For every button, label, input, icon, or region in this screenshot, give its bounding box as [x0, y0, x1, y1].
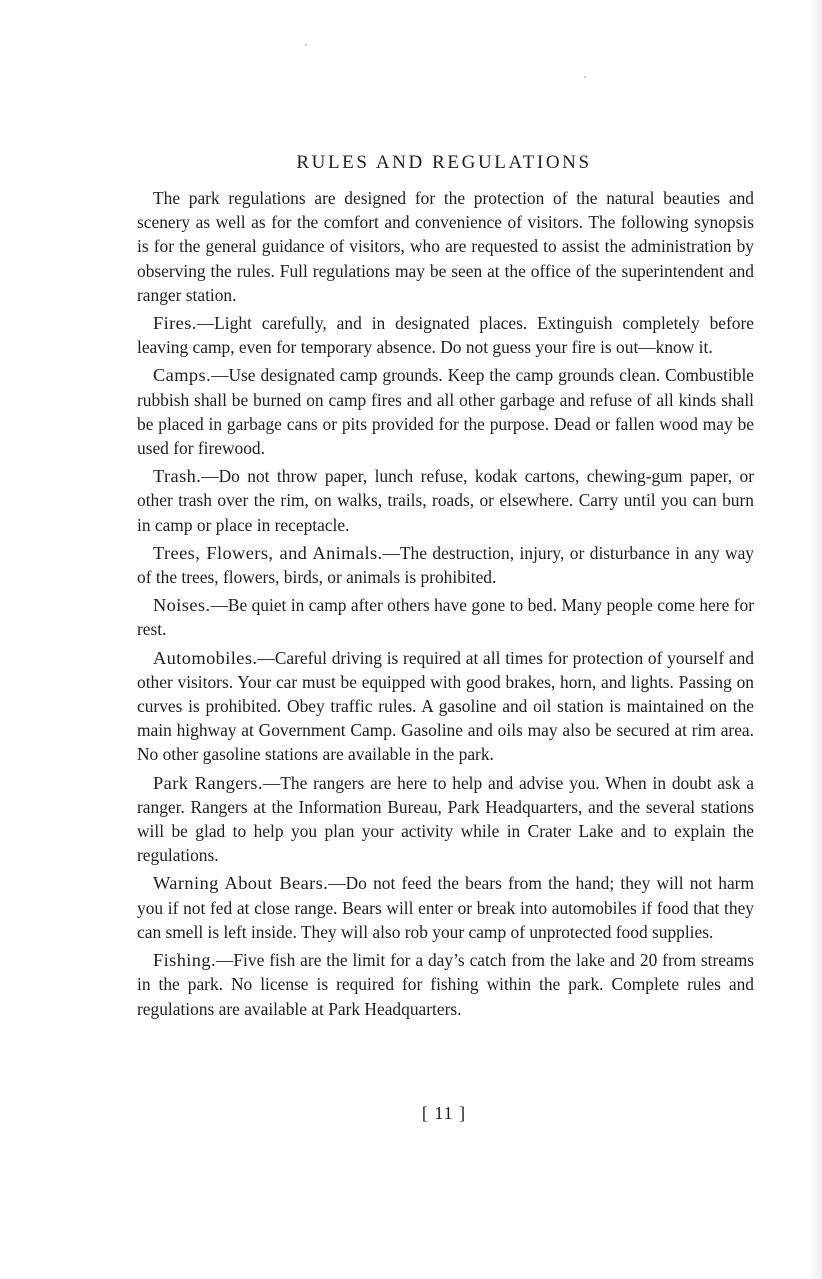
section-park-rangers — [137, 771, 754, 868]
section-text: —The rangers are here to help and advise you. When in doubt ask a ranger. Rangers at the Information Bureau, Park Headquarters, and the several stations will be glad to help you plan your activity while in Crater Lake and to explain the regulations. — [137, 772, 755, 866]
section-heading: Warning About Bears. — [153, 873, 329, 894]
section-heading: Trees, Flowers, and Animals. — [153, 542, 383, 563]
section-text: —Five fish are the limit for a day’s catch from the lake and 20 from streams in the park. No license is required for fishing within the park. Complete rules and regulations are available at Park Headquarters. — [137, 950, 754, 1019]
section-text: —Do not feed the bears from the hand; they will not harm you if not fed at close range. Bears will enter or break into automobiles if food that they can smell is left inside. They will also rob your camp of unprotected food supplies. — [137, 873, 754, 942]
section-warning-about-bears — [137, 871, 754, 944]
section-trees-flowers-animals — [137, 541, 754, 589]
section-text: —Careful driving is required at all times for protection of yourself and other visitors. Your car must be equipped with good brakes, horn, and lights. Passing on curves is prohibited. Obey traffic rules. A gasoline and oil station is maintained on the main highway at Government Camp. Gasoline and oils may also be secured at rim area. No other gasoline stations are available in the park. — [137, 647, 754, 765]
section-heading: Trash. — [153, 466, 202, 487]
page-edge-shadow — [808, 0, 822, 1279]
section-fires — [137, 311, 754, 359]
section-text: —Be quiet in camp after others have gone to bed. Many people come here for rest. — [137, 595, 754, 640]
section-automobiles — [137, 646, 754, 767]
section-heading: Fishing. — [153, 950, 216, 971]
regulations-body — [137, 186, 754, 1025]
page-title: RULES AND REGULATIONS — [296, 152, 592, 173]
section-fishing — [137, 948, 754, 1021]
section-text: —Light carefully, and in designated places. Extinguish completely before leaving camp, even for temporary absence. Do not guess your fire is out—know it. — [137, 313, 754, 358]
section-heading: Noises. — [153, 595, 211, 616]
section-heading: Camps. — [153, 365, 212, 386]
section-heading: Fires. — [153, 313, 197, 334]
section-text: —Use designated camp grounds. Keep the camp grounds clean. Combustible rubbish shall be burned on camp fires and all other garbage and refuse of all kinds shall be placed in garbage cans or pits provided for the purpose. Dead or fallen wood may be used for firewood. — [137, 365, 754, 459]
section-heading: Automobiles. — [153, 647, 258, 668]
paper-speck — [584, 76, 586, 78]
section-heading: Park Rangers. — [153, 772, 263, 793]
page-number: [ 11 ] — [421, 1103, 467, 1123]
section-text: —The destruction, injury, or disturbance in any way of the trees, flowers, birds, or animals is prohibited. — [137, 542, 754, 588]
section-noises — [137, 593, 754, 641]
intro-paragraph: The park regulations are designed for the protection of the natural beauties and scenery as well as for the comfort and convenience of visitors. The following synopsis is for the general guidance of visitors, who are requested to assist the administration by observing the rules. Full regulations may be seen at the office of the superintendent and ranger station. — [137, 188, 754, 305]
section-trash — [137, 464, 754, 537]
section-camps — [137, 363, 754, 460]
paper-speck — [305, 44, 307, 46]
section-text: —Do not throw paper, lunch refuse, kodak cartons, chewing-gum paper, or other trash over the rim, on walks, trails, roads, or elsewhere. Carry until you can burn in camp or place in receptacle. — [137, 466, 754, 535]
